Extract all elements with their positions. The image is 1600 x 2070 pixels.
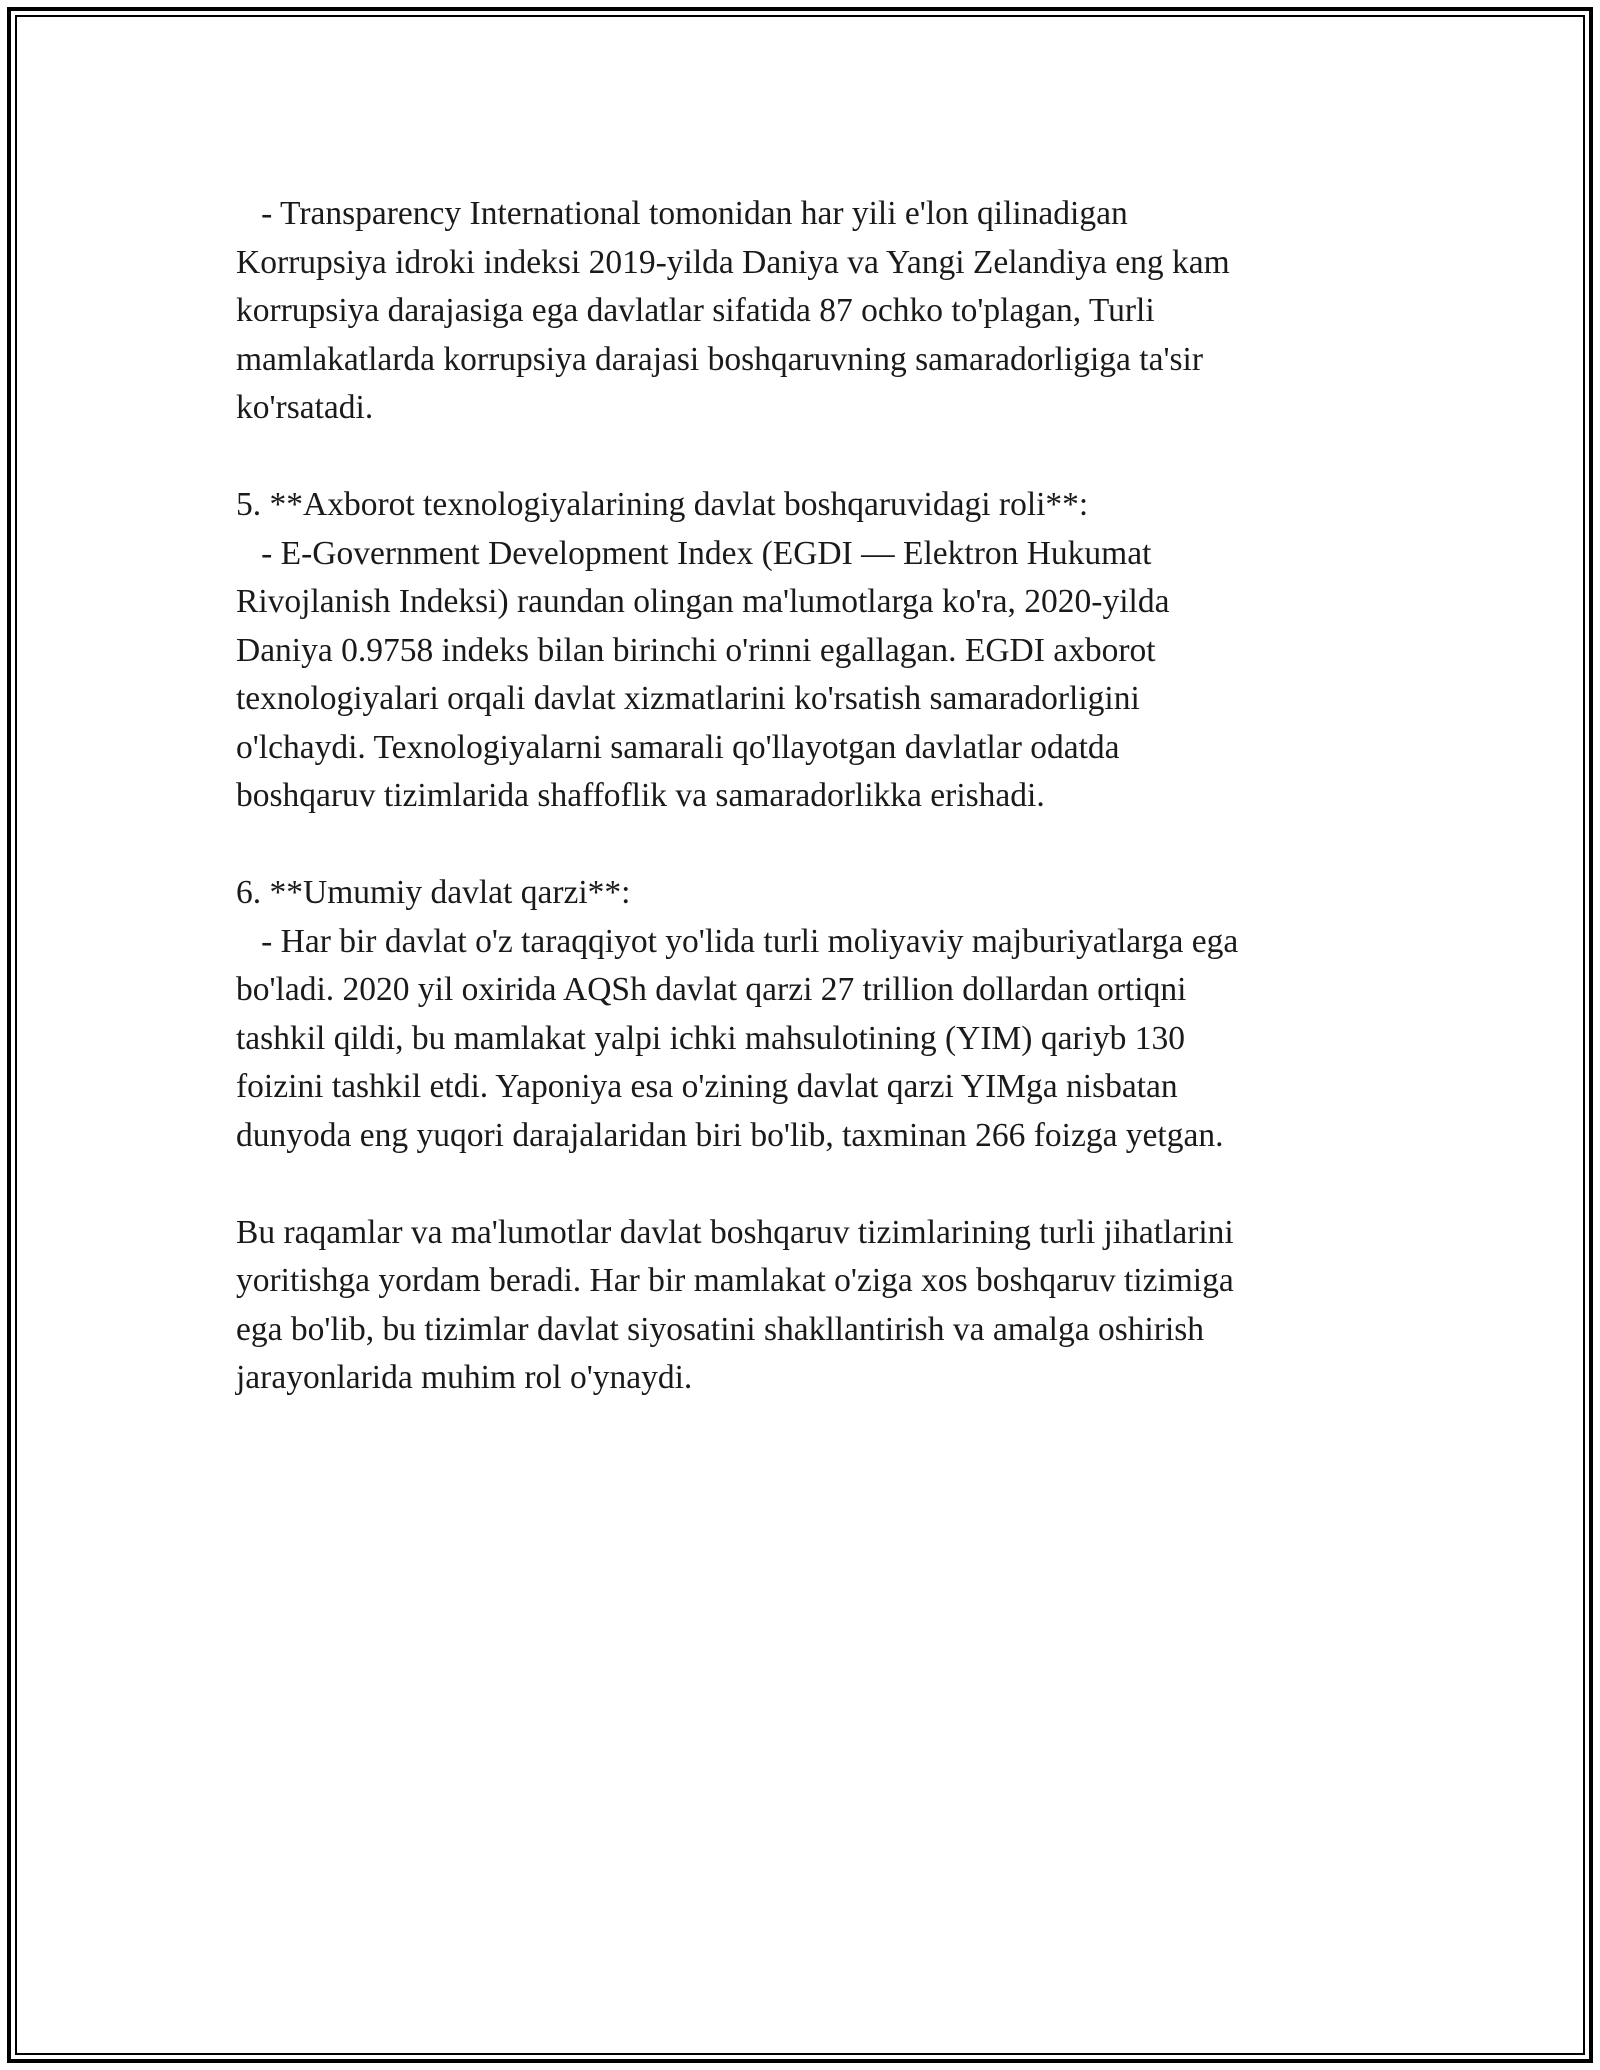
paragraph-conclusion: Bu raqamlar va ma'lumotlar davlat boshqaruv tizimlarining turli jihatlarini yoritishga yordam beradi. Har bir mamlakat o'ziga xos boshqaruv tizimiga ega bo'lib, bu tizimlar davlat siyosatini shakllantirish va amalga oshirish jarayonlarida muhim rol o'ynaydi. xyxy=(236,1213,1234,1396)
document-body xyxy=(236,190,1346,1403)
paragraph-spacer xyxy=(236,1160,1346,1209)
paragraph-egdi: 5. **Axborot texnologiyalarining davlat boshqaruvidagi roli**: - E-Government Development Index (EGDI — Elektron Hukumat Rivojlanish Indeksi) raundan olingan ma'lumotlarga ko'ra, 2020-yilda Daniya 0.9758 indeks bilan birinchi o'rinni egallagan. EGDI axborot texnologiyalari orqali davlat xizmatlarini ko'rsatish samaradorligini o'lchaydi. Texnologiyalarni samarali qo'llayotgan davlatlar odatda boshqaruv tizimlarida shaffoflik va samaradorlikka erishadi. xyxy=(236,486,1170,814)
paragraph-corruption-index: - Transparency International tomonidan har yili e'lon qilinadigan Korrupsiya idroki indeksi 2019-yilda Daniya va Yangi Zelandiya eng kam korrupsiya darajasiga ega davlatlar sifatida 87 ochko to'plagan, Turli mamlakatlarda korrupsiya darajasi boshqaruvning samaradorligiga ta'sir ko'rsatadi. xyxy=(236,195,1230,426)
paragraph-spacer xyxy=(236,821,1346,870)
paragraph-public-debt: 6. **Umumiy davlat qarzi**: - Har bir davlat o'z taraqqiyot yo'lida turli moliyaviy majburiyatlarga ega bo'ladi. 2020 yil oxirida AQSh davlat qarzi 27 trillion dollardan ortiqni tashkil qildi, bu mamlakat yalpi ichki mahsulotining (YIM) qariyb 130 foizini tashkil etdi. Yaponiya esa o'zining davlat qarzi YIMga nisbatan dunyoda eng yuqori darajalaridan biri bo'lib, taxminan 266 foizga yetgan. xyxy=(236,874,1239,1154)
paragraph-spacer xyxy=(236,433,1346,482)
